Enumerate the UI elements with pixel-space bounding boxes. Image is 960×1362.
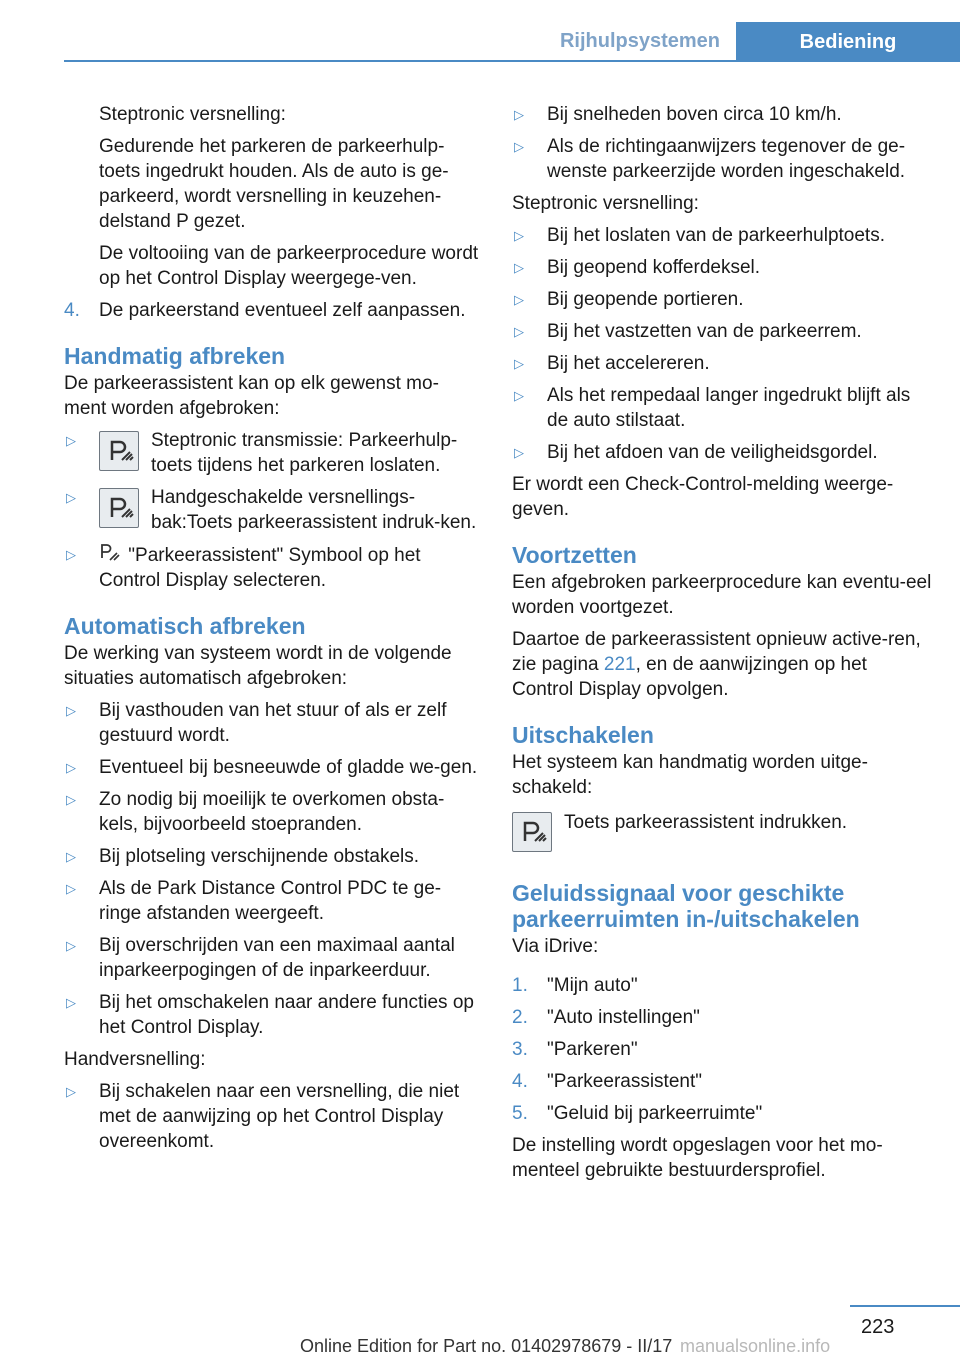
list-item-text: Bij het afdoen van de veiligheidsgordel. [547, 442, 878, 463]
heading-switch-off: Uitschakelen [512, 722, 654, 748]
list-item [512, 351, 932, 376]
list-item-text: Eventueel bij besneeuwde of gladde we-gen. [99, 757, 478, 778]
continue-text: Daartoe de parkeerassistent opnieuw active-ren, zie pagina [512, 629, 921, 675]
triangle-bullet-icon: ▷ [66, 792, 76, 807]
step-item [512, 1101, 932, 1126]
step-item [512, 1069, 932, 1094]
triangle-bullet-icon: ▷ [66, 760, 76, 775]
list-item-text: Bij het omschakelen naar andere functies op het Control Display. [99, 992, 474, 1038]
list-item-text: Bij het loslaten van de parkeerhulptoets. [547, 225, 885, 246]
left-column [64, 102, 480, 1161]
list-item [512, 319, 932, 344]
continue-paragraph [512, 627, 932, 702]
step-number: 3. [512, 1039, 528, 1060]
triangle-bullet-icon: ▷ [66, 849, 76, 864]
list-item-text: Bij snelheden boven circa 10 km/h. [547, 104, 842, 125]
triangle-bullet-icon: ▷ [514, 324, 524, 339]
triangle-bullet-icon: ▷ [66, 547, 76, 562]
page-header [0, 0, 960, 62]
footer-rule [850, 1305, 960, 1307]
continue-text: , en de aanwijzingen op het Control Display opvolgen. [512, 654, 867, 700]
continue-paragraph: Een afgebroken parkeerprocedure kan eventu-eel worden voortgezet. [512, 572, 932, 618]
list-item [64, 428, 480, 478]
list-item [64, 755, 480, 780]
list-item [64, 844, 480, 869]
triangle-bullet-icon: ▷ [66, 703, 76, 718]
triangle-bullet-icon: ▷ [514, 356, 524, 371]
list-item [512, 255, 932, 280]
list-item-text: Bij vasthouden van het stuur of als er zelf gestuurd wordt. [99, 700, 447, 746]
step-text: De parkeerstand eventueel zelf aanpassen. [99, 300, 466, 321]
via-idrive: Via iDrive: [512, 936, 599, 957]
list-item [64, 1079, 480, 1154]
triangle-bullet-icon: ▷ [514, 228, 524, 243]
button-instruction-text: Toets parkeerassistent indrukken. [564, 812, 848, 833]
step-number: 4. [64, 300, 80, 321]
list-item-text: Bij plotseling verschijnende obstakels. [99, 846, 420, 867]
list-item [64, 933, 480, 983]
park-assist-button-icon [512, 812, 552, 852]
list-item-text: Bij schakelen naar een versnelling, die niet met de aanwijzing op het Control Display overeenkomt. [99, 1081, 460, 1152]
page-number: 223 [861, 1316, 895, 1338]
heading-manual-abort: Handmatig afbreken [64, 343, 286, 369]
triangle-bullet-icon: ▷ [66, 995, 76, 1010]
list-item-text: "Parkeerassistent" Symbool op het Control Display selecteren. [99, 545, 421, 591]
chapter-tab: Bediening [736, 22, 960, 62]
list-item [512, 287, 932, 312]
list-item-text: Bij het accelereren. [547, 353, 710, 374]
heading-auto-abort: Automatisch afbreken [64, 613, 306, 639]
auto-intro: De werking van systeem wordt in de volgende situaties automatisch afgebroken: [64, 643, 452, 689]
list-item [512, 223, 932, 248]
triangle-bullet-icon: ▷ [514, 139, 524, 154]
list-item-text: Bij geopend kofferdeksel. [547, 257, 761, 278]
triangle-bullet-icon: ▷ [514, 388, 524, 403]
triangle-bullet-icon: ▷ [514, 292, 524, 307]
step-item [512, 1037, 932, 1062]
intro-label: Steptronic versnelling: [99, 104, 286, 125]
list-item [64, 990, 480, 1040]
list-item-text: Bij geopende portieren. [547, 289, 744, 310]
list-item [64, 787, 480, 837]
park-assist-symbol-icon [99, 542, 123, 564]
triangle-bullet-icon: ▷ [66, 881, 76, 896]
step-item [64, 298, 480, 323]
manual-intro: De parkeerassistent kan op elk gewenst mo-ment worden afgebroken: [64, 373, 439, 419]
header-rule [64, 60, 960, 62]
triangle-bullet-icon: ▷ [66, 433, 76, 448]
step-text: "Geluid bij parkeerruimte" [547, 1103, 763, 1124]
list-item [64, 542, 480, 593]
heading-sound-signal: Geluidssignaal voor geschikte parkeerruimten in-/uitschakelen [512, 880, 860, 932]
right-column [512, 102, 932, 1190]
steptronic-label: Steptronic versnelling: [512, 193, 699, 214]
list-item [512, 134, 932, 184]
park-assist-button-icon [99, 488, 139, 528]
watermark: manualsonline.info [680, 1336, 831, 1356]
step-text: "Auto instellingen" [547, 1007, 700, 1028]
list-item-text: Als de richtingaanwijzers tegenover de ge-wenste parkeerzijde worden ingeschakeld. [547, 136, 906, 182]
step-item [512, 1005, 932, 1030]
triangle-bullet-icon: ▷ [514, 107, 524, 122]
list-item [64, 485, 480, 535]
list-item [512, 102, 932, 127]
step-text: "Parkeerassistent" [547, 1071, 702, 1092]
manual-transmission-label: Handversnelling: [64, 1049, 206, 1070]
step-text: "Parkeren" [547, 1039, 638, 1060]
triangle-bullet-icon: ▷ [514, 445, 524, 460]
triangle-bullet-icon: ▷ [66, 938, 76, 953]
intro-paragraph: Gedurende het parkeren de parkeerhulp-toets ingedrukt houden. Als de auto is ge-parkeerd, wordt versnelling in keuzehen-delstand P gezet. [99, 136, 449, 232]
step-number: 5. [512, 1103, 528, 1124]
button-instruction [512, 810, 932, 860]
step-number: 4. [512, 1071, 528, 1092]
step-item [512, 973, 932, 998]
list-item-text: Zo nodig bij moeilijk te overkomen obsta-kels, bijvoorbeeld stoepranden. [99, 789, 445, 835]
heading-continue: Voortzetten [512, 542, 637, 568]
section-title: Rijhulpsystemen [559, 30, 720, 52]
triangle-bullet-icon: ▷ [514, 260, 524, 275]
closing-paragraph: De instelling wordt opgeslagen voor het mo-menteel gebruikte bestuurdersprofiel. [512, 1135, 883, 1181]
list-item-text: Bij overschrijden van een maximaal aantal inparkeerpogingen of de inparkeerduur. [99, 935, 455, 981]
step-number: 2. [512, 1007, 528, 1028]
list-item-text: Steptronic transmissie: Parkeerhulp-toets tijdens het parkeren loslaten. [151, 430, 458, 476]
list-item-text: Handgeschakelde versnellings-bak:Toets parkeerassistent indruk-ken. [151, 487, 477, 533]
step-text: "Mijn auto" [547, 975, 638, 996]
switch-off-paragraph: Het systeem kan handmatig worden uitge-schakeld: [512, 752, 868, 798]
list-item-text: Als de Park Distance Control PDC te ge-ringe afstanden weergeeft. [99, 878, 442, 924]
park-assist-button-icon [99, 431, 139, 471]
triangle-bullet-icon: ▷ [66, 1084, 76, 1099]
list-item [64, 876, 480, 926]
list-item-text: Als het rempedaal langer ingedrukt blijft als de auto stilstaat. [547, 385, 911, 431]
check-control-note: Er wordt een Check-Control-melding weerge-geven. [512, 474, 894, 520]
step-number: 1. [512, 975, 528, 996]
intro-paragraph: De voltooiing van de parkeerprocedure wordt op het Control Display weergege-ven. [99, 243, 479, 289]
triangle-bullet-icon: ▷ [66, 490, 76, 505]
list-item [512, 383, 932, 433]
list-item [64, 698, 480, 748]
list-item [512, 440, 932, 465]
edition-note: Online Edition for Part no. 01402978679 - II/17 [300, 1336, 673, 1356]
list-item-text: Bij het vastzetten van de parkeerrem. [547, 321, 862, 342]
page-link[interactable]: 221 [603, 654, 636, 675]
